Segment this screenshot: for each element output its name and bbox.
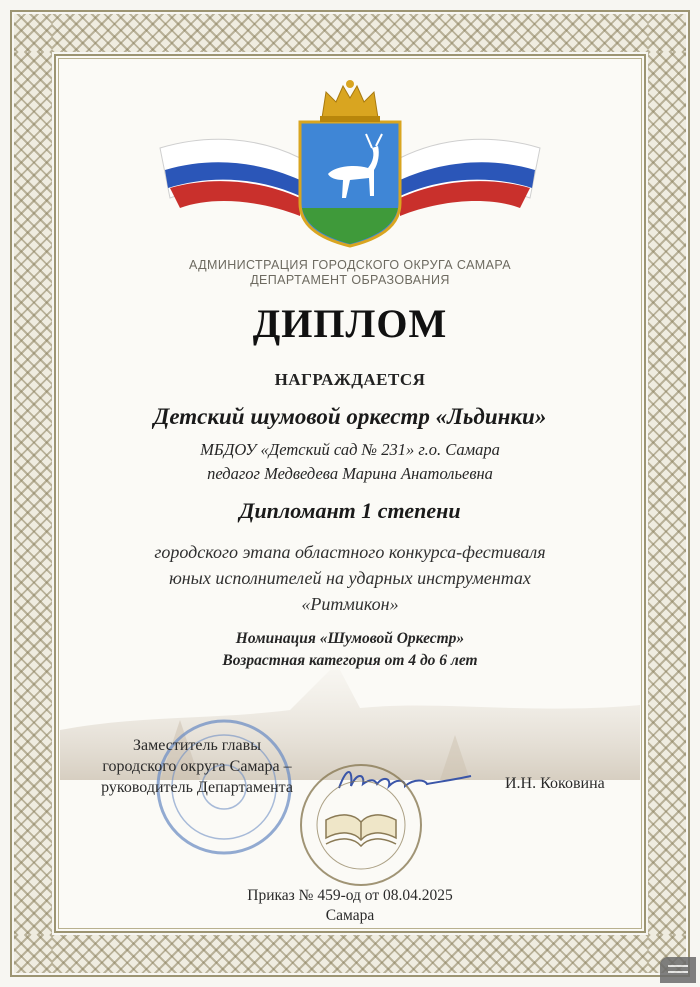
institution-line: МБДОУ «Детский сад № 231» г.о. Самара — [200, 440, 500, 459]
samara-emblem-icon — [150, 78, 550, 248]
signer-title — [82, 735, 312, 798]
signer-name: И.Н. Коковина — [505, 775, 605, 792]
recipient-name: Детский шумовой оркестр «Льдинки» — [153, 404, 547, 429]
signer-title-line-3: руководитель Департамента — [101, 779, 293, 796]
contest-line-1: городского этапа областного конкурса-фестиваля — [154, 542, 546, 562]
department-seal-icon — [296, 760, 426, 890]
admin-line-1: АДМИНИСТРАЦИЯ ГОРОДСКОГО ОКРУГА САМАРА — [189, 258, 511, 272]
teacher-line: педагог Медведева Марина Анатольевна — [207, 464, 493, 483]
signer-title-line-1: Заместитель главы — [133, 737, 261, 754]
diploma-title: ДИПЛОМ — [252, 301, 448, 346]
menu-lines-icon[interactable] — [660, 957, 696, 983]
contest-line-3: «Ритмикон» — [301, 594, 399, 614]
admin-line-2: ДЕПАРТАМЕНТ ОБРАЗОВАНИЯ — [250, 273, 450, 287]
city-line: Самара — [325, 907, 375, 924]
age-category-line: Возрастная категория от 4 до 6 лет — [222, 652, 478, 669]
awarded-heading: НАГРАЖДАЕТСЯ — [274, 370, 426, 389]
order-line: Приказ № 459-од от 08.04.2025 — [247, 887, 453, 904]
signer-title-line-2: городского округа Самара – — [102, 758, 292, 775]
contest-line-2: юных исполнителей на ударных инструментах — [169, 568, 531, 588]
degree-line: Дипломант 1 степени — [239, 498, 461, 523]
nomination-line: Номинация «Шумовой Оркестр» — [235, 630, 465, 647]
